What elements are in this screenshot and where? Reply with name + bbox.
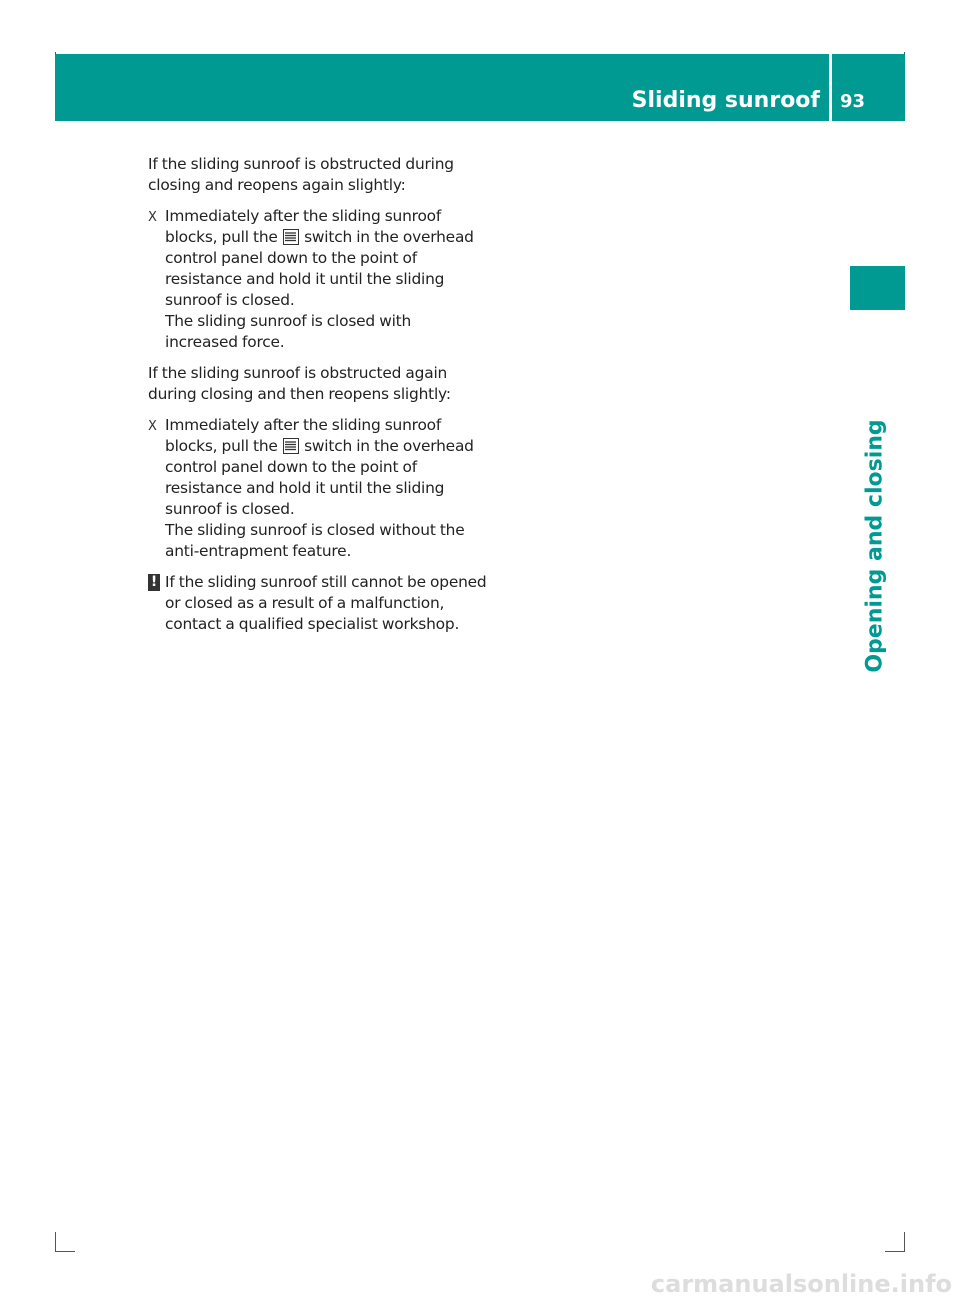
sunroof-switch-icon: [283, 229, 299, 245]
sunroof-switch-icon: [283, 438, 299, 454]
header-divider: [829, 54, 832, 121]
step-result: The sliding sunroof is closed with increased force.: [165, 312, 412, 351]
step-arrow-icon: X: [148, 210, 157, 225]
instruction-step: [148, 206, 488, 353]
step-text: switch in the overhead control panel down to the point of resistance and hold it until the sliding sunroof is closed.: [165, 437, 474, 518]
page-title: Sliding sunroof: [631, 88, 820, 113]
warning-icon: !: [148, 574, 160, 591]
instruction-step: [148, 415, 488, 562]
paragraph: If the sliding sunroof is obstructed again during closing and then reopens slightly:: [148, 364, 451, 403]
crop-mark: [904, 1232, 905, 1252]
crop-mark: [885, 1251, 905, 1252]
warning-note: [148, 572, 488, 635]
step-text: Immediately after the sliding sunroof blocks, pull the: [165, 416, 442, 455]
crop-mark: [55, 1251, 75, 1252]
section-tab: [850, 266, 905, 310]
step-text: switch in the overhead control panel down to the point of resistance and hold it until the sliding sunroof is closed.: [165, 228, 474, 309]
step-arrow-icon: X: [148, 419, 157, 434]
watermark: carmanualsonline.info: [650, 1270, 952, 1298]
paragraph: If the sliding sunroof is obstructed during closing and reopens again slightly:: [148, 155, 454, 194]
main-content: [148, 154, 488, 635]
crop-mark: [55, 1232, 56, 1252]
page-number: 93: [840, 91, 866, 112]
warning-text: If the sliding sunroof still cannot be opened or closed as a result of a malfunction, contact a qualified specialist workshop.: [165, 573, 487, 633]
step-result: The sliding sunroof is closed without the anti-entrapment feature.: [165, 521, 465, 560]
step-text: Immediately after the sliding sunroof blocks, pull the: [165, 207, 442, 246]
section-title: Opening and closing: [862, 419, 888, 673]
